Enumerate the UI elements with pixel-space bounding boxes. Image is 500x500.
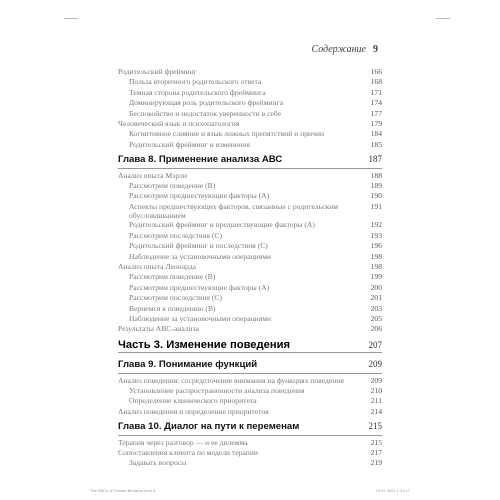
toc-entry-page: 189 [370,181,382,191]
toc-entry-page: 168 [370,77,382,87]
toc-entry [118,181,382,191]
footer-file: The ABCs of Human Behavior.indd 9 [90,488,156,493]
toc-entry-title: Анализ поведения: сосредоточение внимания на функциях поведения [118,375,344,385]
toc-entry [118,293,382,303]
toc-entry-page: 217 [370,448,382,457]
toc-entry [118,262,382,272]
toc-entry [118,407,382,417]
toc-entry-title: Беспокойство и недостаток уверенности в себе [129,108,282,118]
crop-mark-right [436,18,450,19]
toc-entry-title: Рассмотрим последствия (C) [129,293,223,303]
toc-entry-page: 191 [370,201,382,211]
toc-entry-page: 203 [370,303,382,313]
toc-entry [118,119,382,129]
toc-entry-page: 210 [370,385,382,395]
toc-entry [118,376,382,386]
toc-entry-page: 188 [370,170,382,180]
toc-entry [118,448,382,458]
toc-entry-title: Рассмотрим последствия (C) [129,230,223,240]
toc-entry [118,272,382,282]
toc-entry-page: 219 [370,458,382,468]
header-title: Содержание [311,44,366,55]
toc-entry-title: Задавать вопросы [129,458,187,468]
toc-entry-title: Анализ опыта Леонарда [118,261,197,271]
toc-entry-title: Доминирующая роль родительского фрейминга [129,98,284,108]
toc-entry-page: 196 [370,241,382,251]
toc-entry [118,252,382,262]
toc-entry-page: 206 [370,324,382,334]
toc-entry-title: Глава 9. Понимание функций [118,360,258,371]
toc-entry-title: Результаты АВС-анализа [118,324,199,334]
toc-entry-title: Терапия через разговор — и ее дилемма [118,437,248,447]
toc-entry-title: Родительский фрейминг и последствия (C) [129,241,268,251]
toc-entry-page: 192 [370,220,382,230]
toc-chapter-entry [118,355,382,373]
toc-entry-title: Когнитивное слияние и язык ложных препятствий и причин [129,129,325,139]
toc-entry-page: 190 [370,191,382,201]
toc-entry-page: 215 [370,437,382,447]
toc-entry [118,304,382,314]
toc-entry [118,283,382,293]
crop-mark-left [64,18,78,19]
header-page-number: 9 [373,44,378,55]
toc-entry-title: Родительский фрейминг [118,67,197,76]
toc-entry-title: Часть 3. Изменение поведения [118,339,291,351]
footer-timestamp: 23.07.2021 1:22:17 [375,488,410,493]
toc-entry-page: 214 [370,406,382,416]
toc-entry [118,241,382,251]
toc-entry-page: 215 [368,421,382,432]
toc-entry-title: Сопоставления клиента по модели терапии [118,448,258,457]
toc-entry-title: Рассмотрим поведение (B) [129,272,216,282]
toc-entry-page: 201 [370,293,382,303]
toc-entry-title: Родительский фрейминг и изменения [129,139,250,149]
toc-entry [118,98,382,108]
toc-entry-title: Рассмотрим предшествующие факторы (A) [129,282,270,292]
toc-entry-title: Анализ опыта Мэрли [118,170,187,180]
print-footer [90,488,410,493]
toc-entry [118,396,382,406]
toc-part-entry [118,335,382,353]
toc-entry-page: 166 [370,67,382,76]
toc-entry-title: Определение клинического приоритета [129,396,257,406]
toc-entry-title: Польза вторичного родительского ответа [129,77,262,87]
toc-chapter-entry [118,417,382,435]
toc-entry-title: Глава 10. Диалог на пути к переменам [118,422,300,433]
toc-entry [118,220,382,230]
toc-entry-page: 205 [370,313,382,323]
toc-entry-page: 209 [368,359,382,370]
toc-entry-page: 177 [370,108,382,118]
toc-entry-title: Наблюдение за установочными операциями [129,251,272,261]
toc-entry-title: Анализ поведения и определение приоритетов [118,406,269,416]
toc-entry [118,88,382,98]
toc-entry-page: 199 [370,272,382,282]
toc-entry-page: 211 [370,396,382,406]
toc-entry-page: 200 [370,282,382,292]
toc-entry-title: Установление распространенности анализа поведения [129,385,305,395]
toc-entry [118,129,382,139]
toc-entry [118,67,382,77]
toc-entry-title: Наблюдение за установочными операциями [129,313,272,323]
toc-entry-title: Рассмотрим предшествующие факторы (A) [129,191,270,201]
toc-entry-page: 198 [370,251,382,261]
toc-entry [118,171,382,181]
toc-entry-title: Темная сторона родительского фрейминга [129,87,266,97]
toc-entry-title: Аспекты предшествующих факторов, связанные с родительским обусловливанием [129,201,339,221]
running-header [118,44,378,55]
toc-entry [118,324,382,334]
toc-entry [118,109,382,119]
toc-entry [118,77,382,87]
toc-entry [118,231,382,241]
toc-entry-page: 193 [370,230,382,240]
toc-entry-page: 179 [370,119,382,129]
toc-entry-page: 187 [368,154,382,165]
toc-entry-page: 184 [370,129,382,139]
toc-chapter-entry [118,150,382,168]
toc-entry-title: Рассмотрим поведение (B) [129,181,216,191]
toc-entry-title: Человеческий язык и психопатология [118,119,240,129]
table-of-contents [118,67,382,469]
toc-entry [118,438,382,448]
toc-entry-page: 185 [370,139,382,149]
toc-entry-page: 174 [370,98,382,108]
toc-entry-page: 171 [370,87,382,97]
toc-entry-title: Вернемся к поведению (B) [129,303,216,313]
toc-entry [118,314,382,324]
toc-entry [118,140,382,150]
toc-entry [118,202,382,220]
toc-entry-title: Глава 8. Применение анализа АВС [118,155,283,166]
toc-entry-page: 207 [368,339,382,350]
toc-entry [118,191,382,201]
toc-entry-page: 198 [370,261,382,271]
toc-entry-title: Родительский фрейминг и предшествующие факторы (A) [129,220,315,230]
toc-entry-page: 209 [370,375,382,385]
toc-entry [118,458,382,468]
toc-entry [118,386,382,396]
